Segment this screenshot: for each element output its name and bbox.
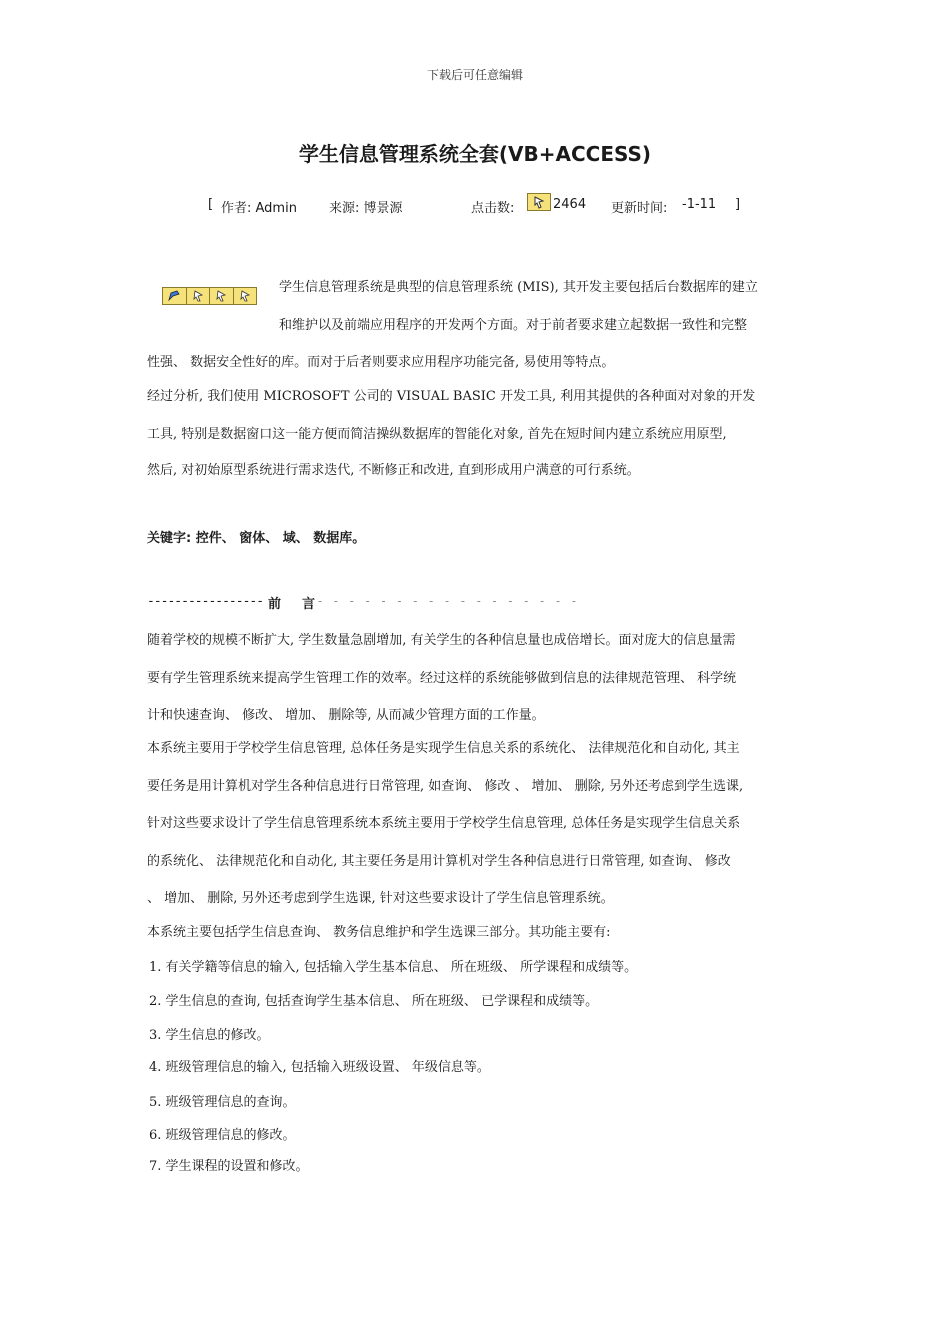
meta-author: 作者: Admin — [221, 201, 297, 216]
feature-item: 7. 学生课程的设置和修改。 — [149, 1159, 309, 1174]
meta-bracket-open: [ — [208, 197, 214, 212]
keywords: 关键字: 控件、 窗体、 域、 数据库。 — [147, 531, 366, 546]
meta-updated-value: -1-11 — [682, 197, 717, 212]
preface-dashes-left: ----------------- — [147, 594, 264, 609]
meta-clicks-value: 2464 — [553, 197, 587, 212]
meta-bracket-close: ] — [735, 197, 741, 212]
click-count-icon — [527, 193, 551, 211]
analysis-line: 工具, 特别是数据窗口这一能方便而简洁操纵数据库的智能化对象, 首先在短时间内建立系统应用原型, — [147, 427, 727, 442]
preface-dashes-right: - - - - - - - - - - - - - - - - - — [318, 594, 580, 608]
preface-word: 言 — [302, 597, 316, 612]
body-line: 要任务是用计算机对学生各种信息进行日常管理, 如查询、 修改 、 增加、 删除, 另外还考虑到学生选课, — [147, 779, 744, 794]
analysis-line: 然后, 对初始原型系统进行需求迭代, 不断修正和改进, 直到形成用户满意的可行系统。 — [147, 463, 640, 478]
feature-item: 2. 学生信息的查询, 包括查询学生基本信息、 所在班级、 已学课程和成绩等。 — [149, 994, 599, 1009]
body-line: 计和快速查询、 修改、 增加、 删除等, 从而减少管理方面的工作量。 — [147, 708, 545, 723]
cursor-icon — [187, 288, 211, 304]
feature-item: 4. 班级管理信息的输入, 包括输入班级设置、 年级信息等。 — [149, 1060, 490, 1075]
body-line: 的系统化、 法律规范化和自动化, 其主要任务是用计算机对学生各种信息进行日常管理, 如查询、 修改 — [147, 854, 731, 869]
intro-line: 性强、 数据安全性好的库。而对于后者则要求应用程序功能完备, 易使用等特点。 — [147, 355, 615, 370]
body-line: 要有学生管理系统来提高学生管理工作的效率。经过这样的系统能够做到信息的法律规范管理、 科学统 — [147, 671, 737, 686]
header-note: 下载后可任意编辑 — [426, 68, 523, 82]
meta-clicks-label: 点击数: — [471, 201, 515, 216]
feature-item: 1. 有关学籍等信息的输入, 包括输入学生基本信息、 所在班级、 所学课程和成绩等。 — [149, 960, 638, 975]
body-line: 、 增加、 删除, 另外还考虑到学生选课, 针对这些要求设计了学生信息管理系统。 — [147, 891, 614, 906]
intro-line: 学生信息管理系统是典型的信息管理系统 (MIS), 其开发主要包括后台数据库的建立 — [279, 280, 758, 295]
body-line: 本系统主要用于学校学生信息管理, 总体任务是实现学生信息关系的系统化、 法律规范化和自动化, 其主 — [147, 741, 740, 756]
body-paragraph-3: 本系统主要包括学生信息查询、 教务信息维护和学生选课三部分。其功能主要有: — [147, 925, 611, 940]
pencil-icon — [163, 288, 187, 304]
meta-source: 来源: 博景源 — [329, 201, 403, 216]
decorative-icon-strip — [162, 287, 257, 305]
body-line: 针对这些要求设计了学生信息管理系统本系统主要用于学校学生信息管理, 总体任务是实现学生信息关系 — [147, 816, 741, 831]
cursor-icon — [210, 288, 234, 304]
preface-word: 前 — [268, 597, 282, 612]
analysis-line: 经过分析, 我们使用 MICROSOFT 公司的 VISUAL BASIC 开发工具, 利用其提供的各种面对对象的开发 — [147, 389, 756, 404]
cursor-icon — [234, 288, 257, 304]
feature-item: 3. 学生信息的修改。 — [149, 1028, 270, 1043]
meta-updated-label: 更新时间: — [611, 201, 668, 216]
page-title: 学生信息管理系统全套(VB+ACCESS) — [298, 142, 652, 166]
intro-line: 和维护以及前端应用程序的开发两个方面。对于前者要求建立起数据一致性和完整 — [279, 318, 748, 333]
body-line: 随着学校的规模不断扩大, 学生数量急剧增加, 有关学生的各种信息量也成倍增长。面对庞大的信息量需 — [147, 633, 736, 648]
feature-item: 5. 班级管理信息的查询。 — [149, 1095, 296, 1110]
feature-item: 6. 班级管理信息的修改。 — [149, 1128, 296, 1143]
